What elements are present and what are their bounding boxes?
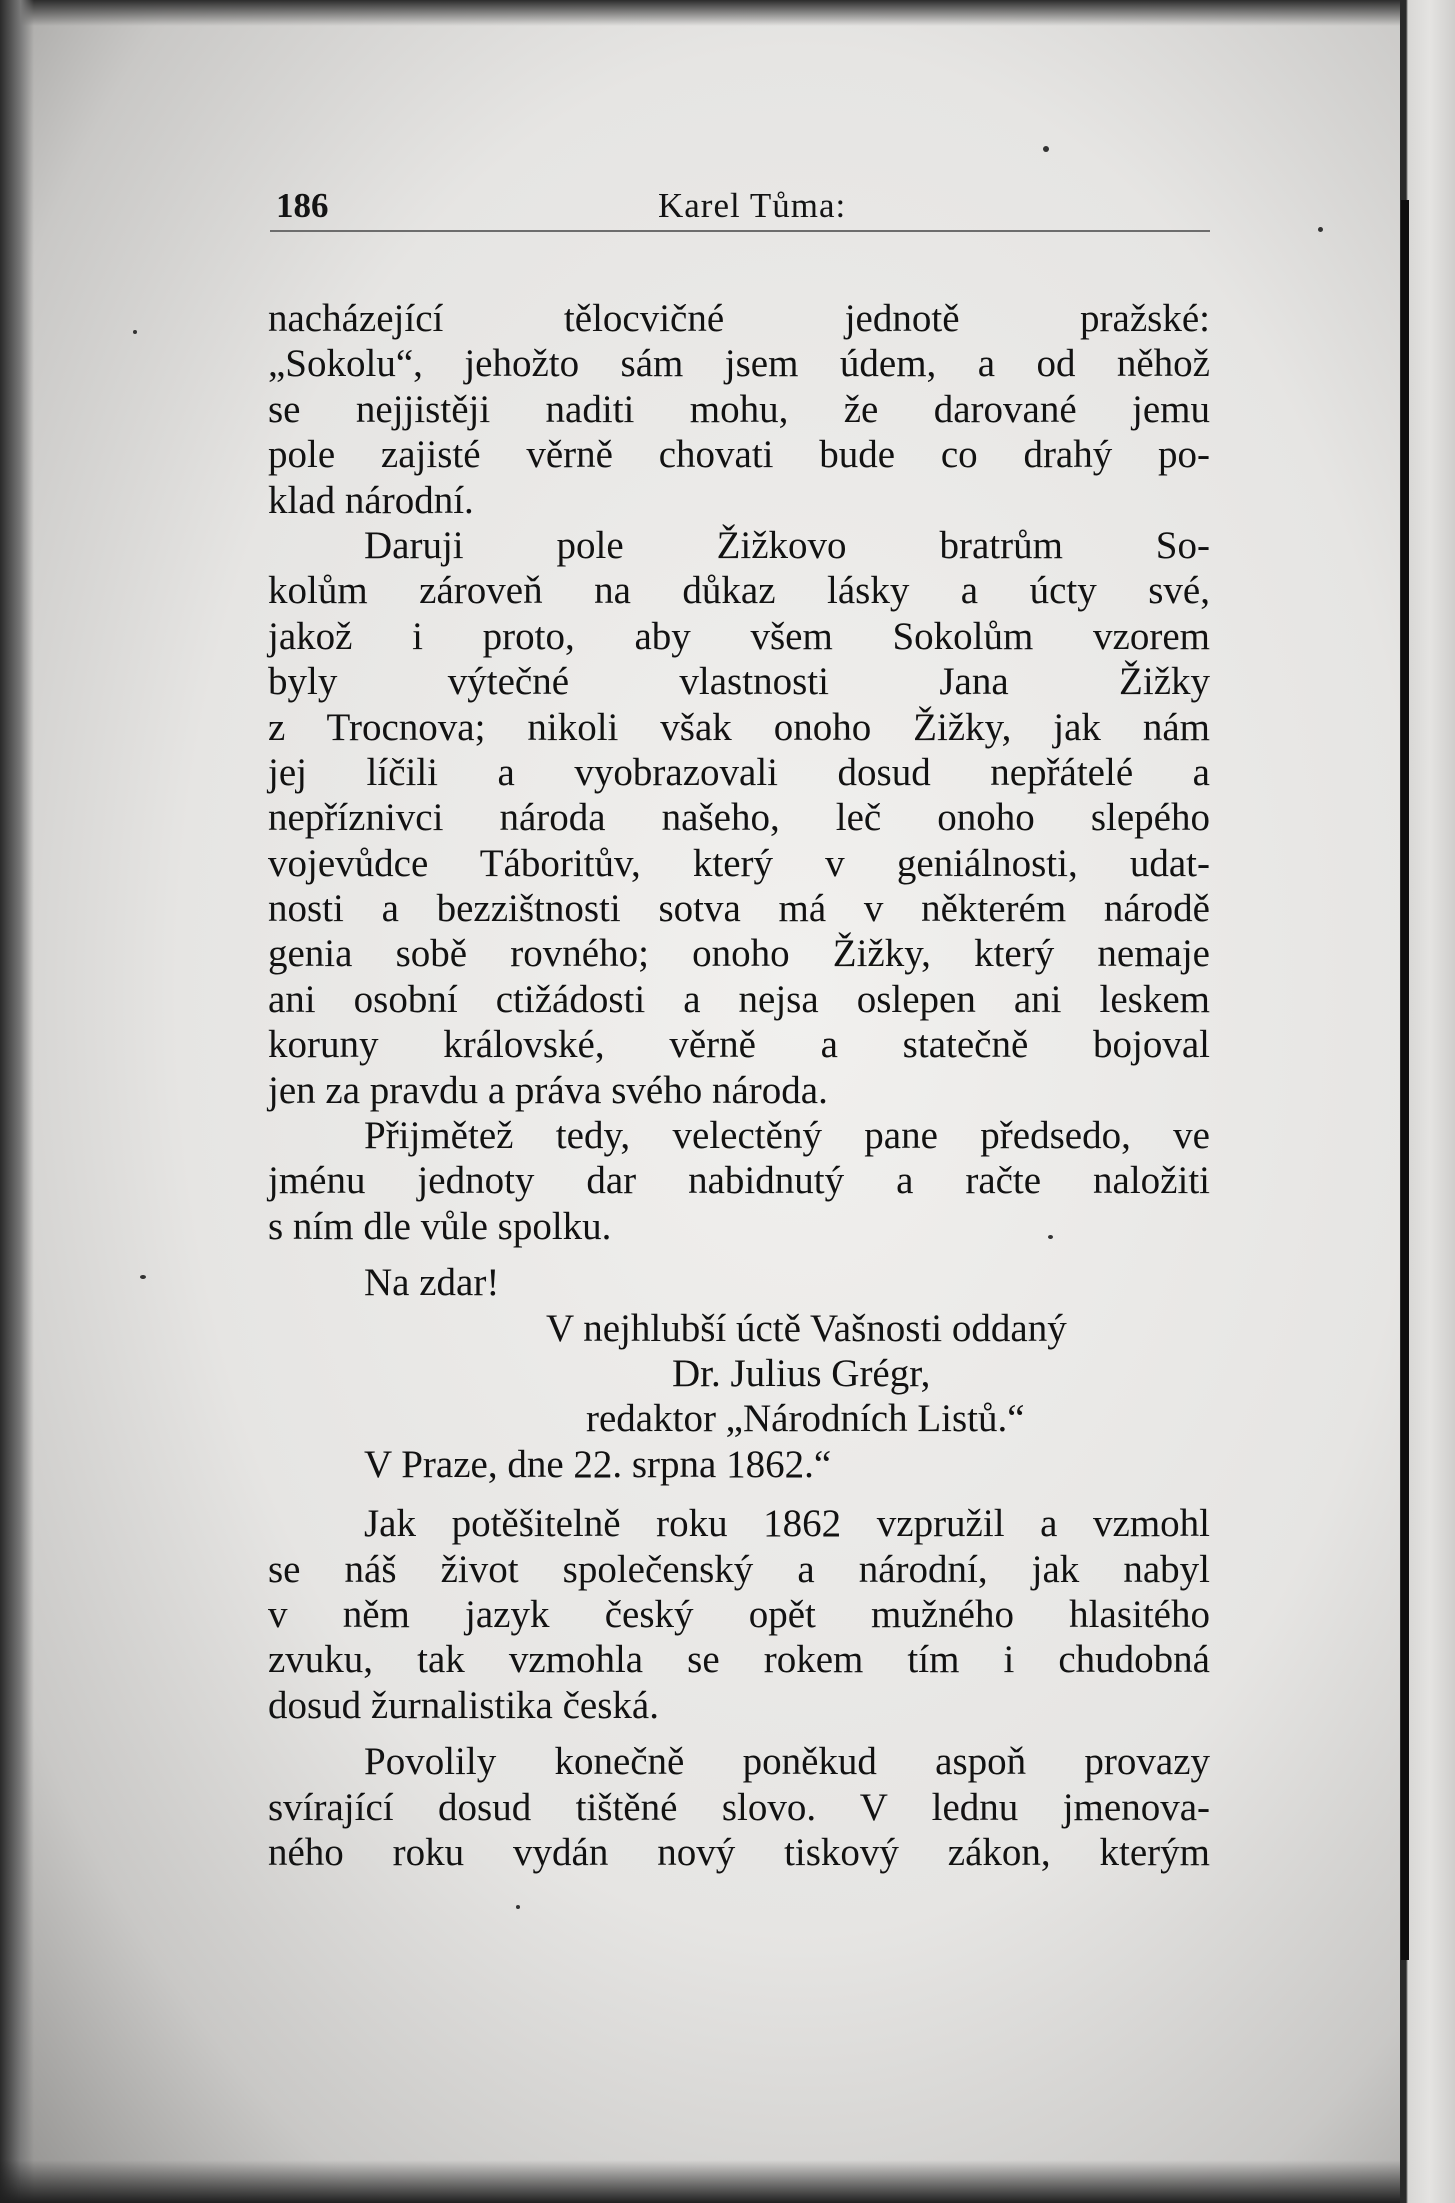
binding-shadow-bar xyxy=(1401,200,1409,1960)
text-line: ani osobní ctižádosti a nejsa oslepen ani leskem xyxy=(268,977,1210,1021)
text-line: pole zajisté věrně chovati bude co drahý po- xyxy=(268,433,1210,477)
signature-title: redaktor „Národních Listů.“ xyxy=(586,1397,1025,1441)
text-line: svírající dosud tištěné slovo. V lednu jmenova- xyxy=(268,1785,1210,1829)
dateline: V Praze, dne 22. srpna 1862.“ xyxy=(364,1442,832,1486)
running-header xyxy=(270,186,1210,232)
scan-speck xyxy=(140,1275,146,1279)
text-line: vojevůdce Táboritův, který v geniálnosti, udat- xyxy=(268,841,1210,885)
text-line: se náš život společenský a národní, jak nabyl xyxy=(268,1547,1210,1591)
scan-speck xyxy=(516,1905,520,1909)
text-line: „Sokolu“, jehožto sám jsem údem, a od něhož xyxy=(268,342,1210,386)
text-line: ného roku vydán nový tiskový zákon, kterým xyxy=(268,1830,1210,1874)
scan-speck xyxy=(1318,227,1323,232)
text-line: klad národní. xyxy=(268,478,474,522)
page-bottom-shadow xyxy=(0,2160,1455,2203)
text-line: Daruji pole Žižkovo bratrům So- xyxy=(364,523,1210,567)
text-line: zvuku, tak vzmohla se rokem tím i chudobná xyxy=(268,1638,1210,1682)
scan-speck xyxy=(133,330,137,334)
signature-line: V nejhlubší úctě Vašnosti oddaný xyxy=(546,1306,1067,1350)
text-line: nepříznivci národa našeho, leč onoho slepého xyxy=(268,796,1210,840)
salutation: Na zdar! xyxy=(364,1261,500,1305)
spacer xyxy=(268,1487,1210,1501)
text-line: jakož i proto, aby všem Sokolům vzorem xyxy=(268,614,1210,658)
page-number: 186 xyxy=(276,186,329,225)
text-line: dosud žurnalistika česká. xyxy=(268,1683,659,1727)
text-line: nosti a bezzištnosti sotva má v některém národě xyxy=(268,887,1210,931)
text-line: byly výtečné vlastnosti Jana Žižky xyxy=(268,660,1210,704)
body-text xyxy=(268,296,1210,1875)
running-head-title: Karel Tůma: xyxy=(658,186,847,225)
text-line: v něm jazyk český opět mužného hlasitého xyxy=(268,1592,1210,1636)
text-line: kolům zároveň na důkaz lásky a úcty své, xyxy=(268,569,1210,613)
spacer xyxy=(268,1728,1210,1739)
text-line: nacházející tělocvičné jednotě pražské: xyxy=(268,297,1210,340)
text-line: jen za pravdu a práva svého národa. xyxy=(268,1068,828,1112)
text-line: Povolily konečně poněkud aspoň provazy xyxy=(364,1740,1210,1784)
signature-name: Dr. Julius Grégr, xyxy=(672,1351,931,1395)
text-line: z Trocnova; nikoli však onoho Žižky, jak nám xyxy=(268,705,1210,749)
text-line: koruny královské, věrně a statečně bojoval xyxy=(268,1023,1210,1067)
text-line: genia sobě rovného; onoho Žižky, který nemaje xyxy=(268,932,1210,976)
text-line: jej líčili a vyobrazovali dosud nepřátelé a xyxy=(268,750,1210,794)
text-line: jménu jednoty dar nabidnutý a račte naložiti xyxy=(268,1159,1210,1203)
text-line: se nejjistěji naditi mohu, že darované jemu xyxy=(268,387,1210,431)
page-top-shadow xyxy=(0,0,1455,26)
scan-speck xyxy=(1043,146,1049,152)
text-line: Přijmětež tedy, velectěný pane předsedo, ve xyxy=(364,1114,1210,1158)
spacer xyxy=(268,1249,1210,1260)
text-line: s ním dle vůle spolku. xyxy=(268,1204,612,1248)
page-left-shadow xyxy=(0,0,34,2203)
text-line: Jak potěšitelně roku 1862 vzpružil a vzmohl xyxy=(364,1502,1210,1546)
